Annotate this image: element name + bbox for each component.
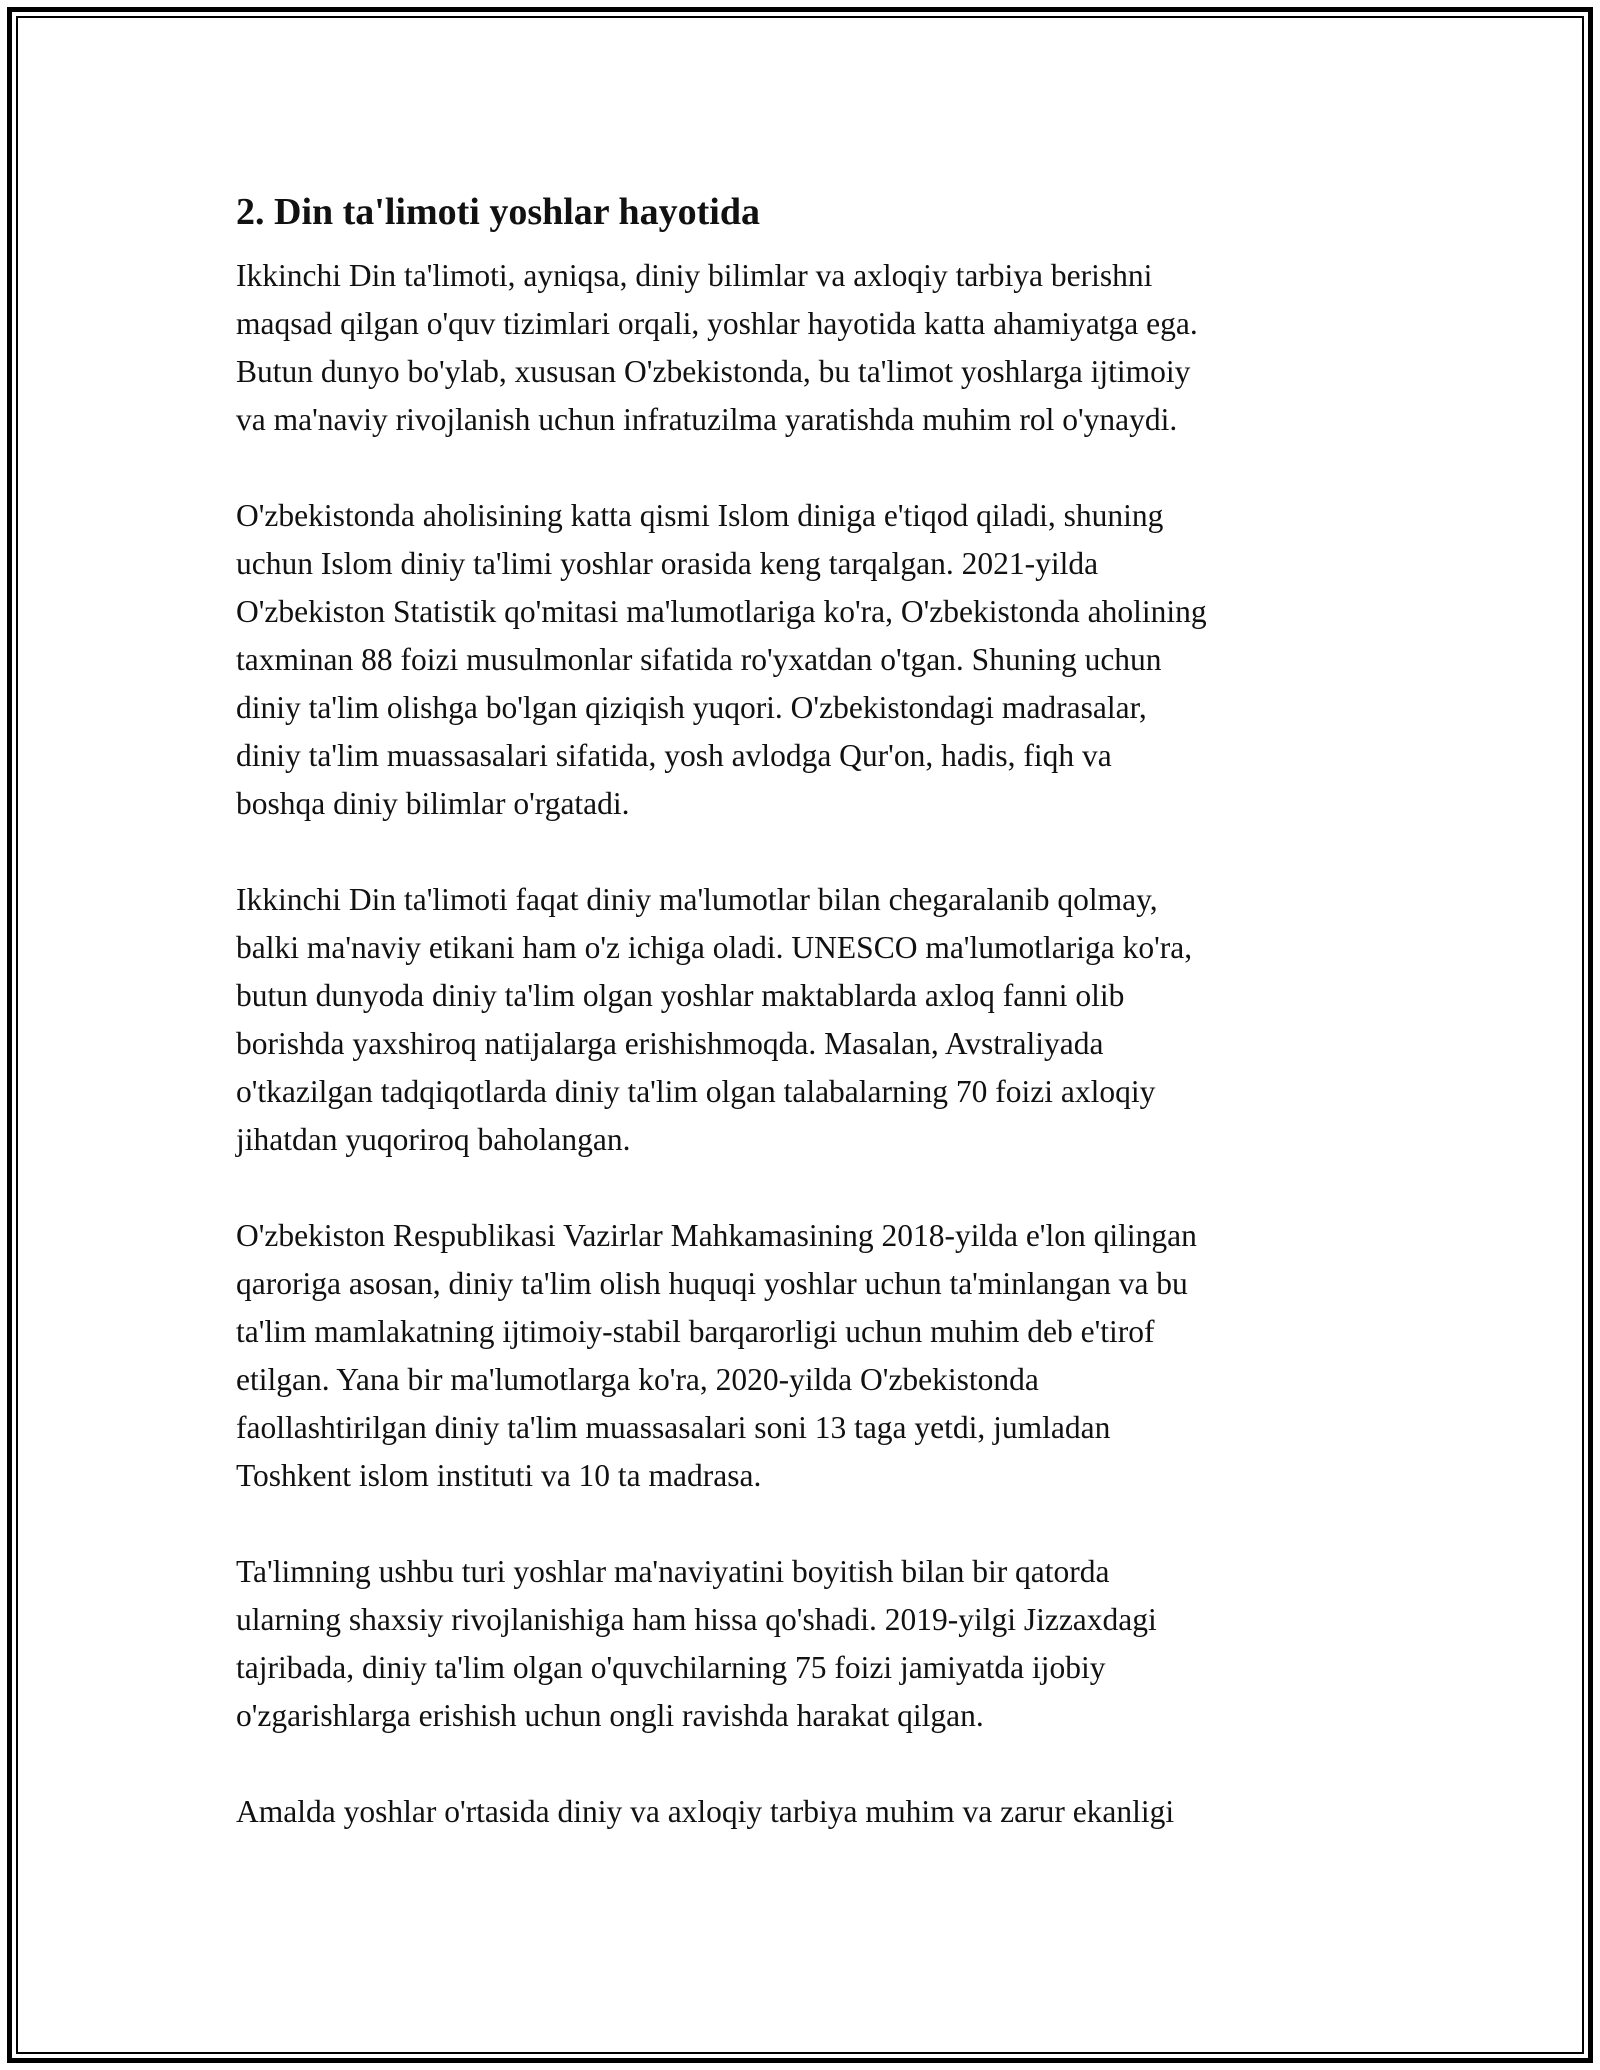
section-heading: 2. Din ta'limoti yoshlar hayotida [236, 191, 760, 233]
text-line: qaroriga asosan, diniy ta'lim olish huquqi yoshlar uchun ta'minlangan va bu [236, 1266, 1188, 1301]
text-line: O'zbekiston Statistik qo'mitasi ma'lumotlariga ko'ra, O'zbekistonda aholining [236, 594, 1207, 629]
paragraph-3 [236, 876, 1376, 1164]
paragraph-6 [236, 1788, 1376, 1836]
text-line: jihatdan yuqoriroq baholangan. [236, 1122, 631, 1157]
text-line: maqsad qilgan o'quv tizimlari orqali, yoshlar hayotida katta ahamiyatga ega. [236, 306, 1198, 341]
text-line: faollashtirilgan diniy ta'lim muassasalari soni 13 taga yetdi, jumladan [236, 1410, 1111, 1445]
text-line: taxminan 88 foizi musulmonlar sifatida ro'yxatdan o'tgan. Shuning uchun [236, 642, 1162, 677]
text-line: o'zgarishlarga erishish uchun ongli ravishda harakat qilgan. [236, 1698, 984, 1733]
text-line: o'tkazilgan tadqiqotlarda diniy ta'lim olgan talabalarning 70 foizi axloqiy [236, 1074, 1156, 1109]
paragraph-2 [236, 492, 1376, 828]
text-line: uchun Islom diniy ta'limi yoshlar orasida keng tarqalgan. 2021-yilda [236, 546, 1099, 581]
text-line: O'zbekistonda aholisining katta qismi Islom diniga e'tiqod qiladi, shuning [236, 498, 1164, 533]
text-line: Amalda yoshlar o'rtasida diniy va axloqiy tarbiya muhim va zarur ekanligi [236, 1794, 1175, 1829]
text-line: Ta'limning ushbu turi yoshlar ma'naviyatini boyitish bilan bir qatorda [236, 1554, 1110, 1589]
text-line: tajribada, diniy ta'lim olgan o'quvchilarning 75 foizi jamiyatda ijobiy [236, 1650, 1106, 1685]
text-line: va ma'naviy rivojlanish uchun infratuzilma yaratishda muhim rol o'ynaydi. [236, 402, 1178, 437]
text-line: ta'lim mamlakatning ijtimoiy-stabil barqarorligi uchun muhim deb e'tirof [236, 1314, 1155, 1349]
text-line: borishda yaxshiroq natijalarga erishishmoqda. Masalan, Avstraliyada [236, 1026, 1104, 1061]
text-line: diniy ta'lim olishga bo'lgan qiziqish yuqori. O'zbekistondagi madrasalar, [236, 690, 1147, 725]
text-line: Toshkent islom instituti va 10 ta madrasa. [236, 1458, 762, 1493]
text-line: butun dunyoda diniy ta'lim olgan yoshlar maktablarda axloq fanni olib [236, 978, 1125, 1013]
text-line: diniy ta'lim muassasalari sifatida, yosh avlodga Qur'on, hadis, fiqh va [236, 738, 1112, 773]
paragraph-4 [236, 1212, 1376, 1500]
text-line: Ikkinchi Din ta'limoti faqat diniy ma'lumotlar bilan chegaralanib qolmay, [236, 882, 1158, 917]
text-line: ularning shaxsiy rivojlanishiga ham hissa qo'shadi. 2019-yilgi Jizzaxdagi [236, 1602, 1157, 1637]
text-line: Butun dunyo bo'ylab, xususan O'zbekistonda, bu ta'limot yoshlarga ijtimoiy [236, 354, 1191, 389]
text-line: balki ma'naviy etikani ham o'z ichiga oladi. UNESCO ma'lumotlariga ko'ra, [236, 930, 1193, 965]
text-line: O'zbekiston Respublikasi Vazirlar Mahkamasining 2018-yilda e'lon qilingan [236, 1218, 1197, 1253]
text-line: Ikkinchi Din ta'limoti, ayniqsa, diniy bilimlar va axloqiy tarbiya berishni [236, 258, 1153, 293]
document-body [236, 186, 1376, 1884]
text-line: etilgan. Yana bir ma'lumotlarga ko'ra, 2020-yilda O'zbekistonda [236, 1362, 1039, 1397]
paragraph-5 [236, 1548, 1376, 1740]
text-line: boshqa diniy bilimlar o'rgatadi. [236, 786, 630, 821]
paragraph-1 [236, 252, 1376, 444]
